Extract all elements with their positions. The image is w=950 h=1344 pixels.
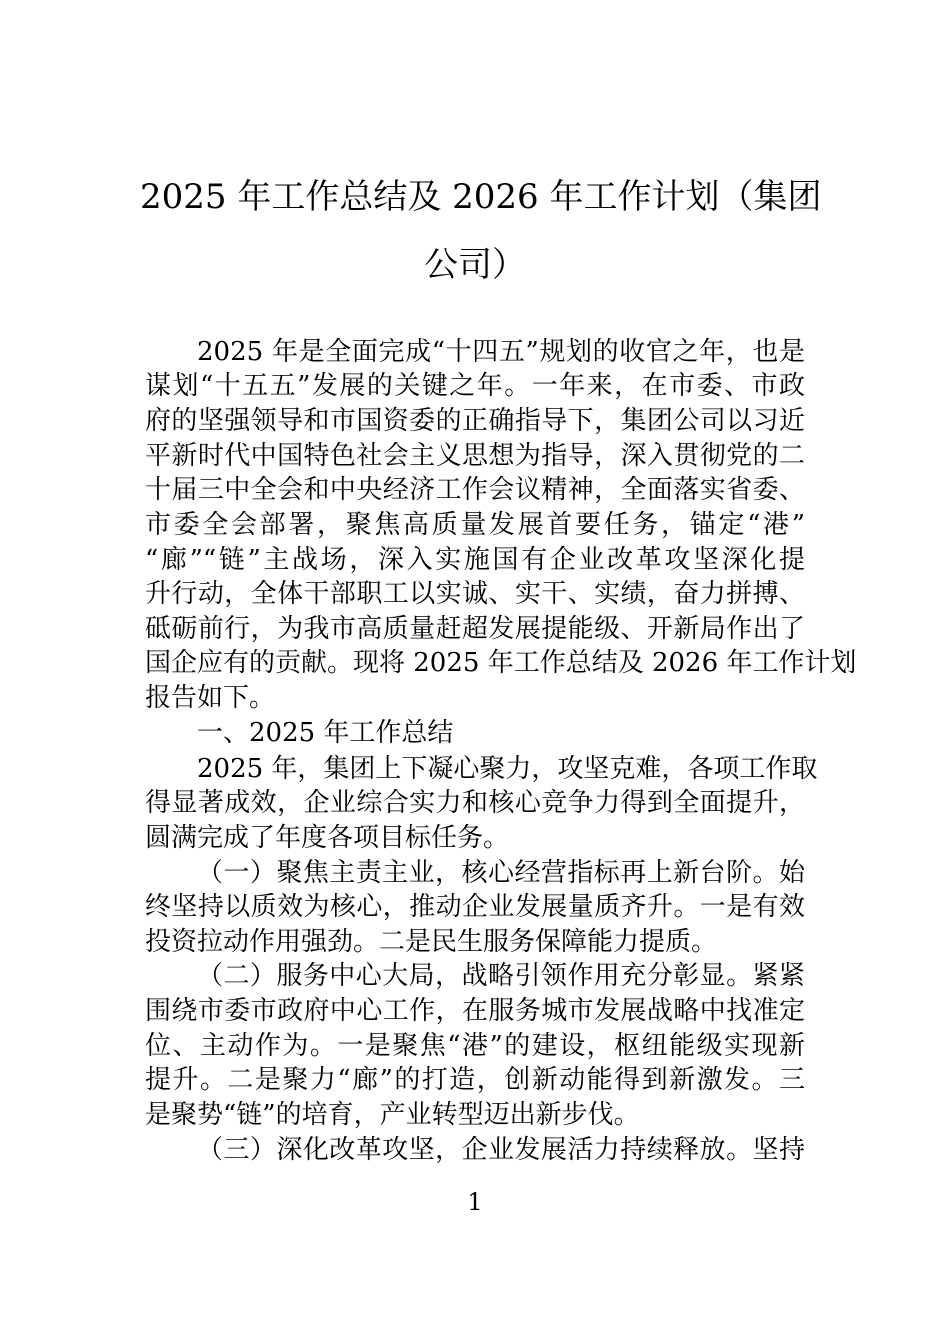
body-line: 2025 年是全面完成“十四五”规划的收官之年，也是 (197, 337, 805, 367)
body-line: 提升。二是聚力“廊”的打造，创新动能得到新激发。三 (145, 1065, 805, 1095)
document-title-line-1: 2025 年工作总结及 2026 年工作计划（集团 (140, 177, 822, 217)
body-line: 谋划“十五五”发展的关键之年。一年来，在市委、市政 (145, 371, 805, 401)
body-line: 国企应有的贡献。现将 2025 年工作总结及 2026 年工作计划 (145, 648, 857, 678)
document-title-line-2: 公司） (424, 245, 526, 285)
body-line: 十届三中全会和中央经济工作会议精神，全面落实省委、 (145, 475, 805, 505)
body-line: 围绕市委市政府中心工作，在服务城市发展战略中找准定 (145, 996, 805, 1026)
subsection-line: （一）聚焦主责主业，核心经营指标再上新台阶。始 (197, 858, 805, 888)
body-line: 是聚势“链”的培育，产业转型迈出新步伐。 (145, 1100, 640, 1130)
body-line: 平新时代中国特色社会主义思想为指导，深入贯彻党的二 (145, 441, 805, 471)
body-line: 府的坚强领导和市国资委的正确指导下，集团公司以习近 (145, 406, 805, 436)
body-line: 终坚持以质效为核心，推动企业发展量质齐升。一是有效 (145, 892, 805, 922)
subsection-line: （三）深化改革攻坚，企业发展活力持续释放。坚持 (197, 1135, 805, 1165)
body-line: 投资拉动作用强劲。二是民生服务保障能力提质。 (145, 927, 718, 957)
body-line: 升行动，全体干部职工以实诚、实干、实绩，奋力拼搏、 (145, 579, 805, 609)
body-line: 圆满完成了年度各项目标任务。 (145, 823, 510, 853)
body-line: 2025 年，集团上下凝心聚力，攻坚克难，各项工作取 (197, 754, 818, 784)
body-line: 市委全会部署，聚焦高质量发展首要任务，锚定“港” (145, 510, 805, 540)
body-line: “廊”“链”主战场，深入实施国有企业改革攻坚深化提 (145, 545, 805, 575)
section-heading: 一、2025 年工作总结 (197, 718, 454, 748)
body-line: 位、主动作为。一是聚焦“港”的建设，枢纽能级实现新 (145, 1031, 805, 1061)
body-line: 报告如下。 (145, 683, 276, 713)
body-line: 砥砺前行，为我市高质量赶超发展提能级、开新局作出了 (145, 614, 805, 644)
body-line: 得显著成效，企业综合实力和核心竞争力得到全面提升， (145, 788, 805, 818)
subsection-line: （二）服务中心大局，战略引领作用充分彰显。紧紧 (197, 961, 805, 991)
page-number: 1 (467, 1188, 483, 1216)
